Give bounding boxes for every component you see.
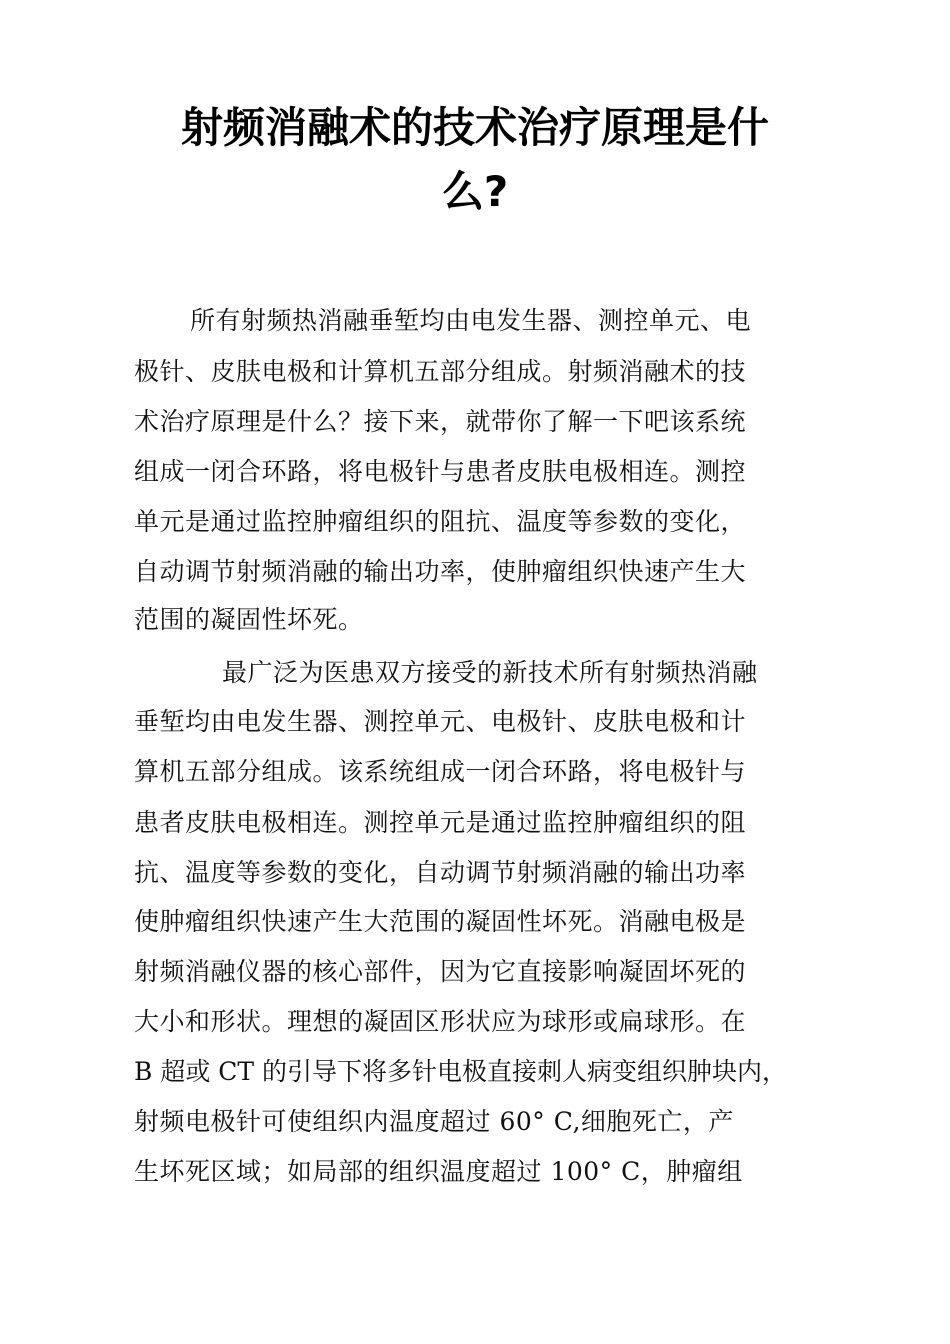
paragraph-1-line-2: 极针、皮肤电极和计算机五部分组成。射频消融术的技 [134,357,747,386]
paragraph-2-line-5: 抗、温度等参数的变化，自动调节射频消融的输出功率 [134,858,747,887]
document-title-line-1: 射频消融术的技术治疗原理是什 [180,103,769,152]
paragraph-2-line-3: 算机五部分组成。该系统组成一闭合环路，将电极针与 [134,757,747,786]
paragraph-1-line-1: 所有射频热消融垂堑均由电发生器、测控单元、电 [190,306,752,335]
paragraph-2-line-7: 射频消融仪器的核心部件，因为它直接影响凝固坏死的 [134,957,747,986]
paragraph-1-line-5: 单元是通过监控肿瘤组织的阻抗、温度等参数的变化， [134,507,747,536]
paragraph-1-line-6: 自动调节射频消融的输出功率，使肿瘤组织快速产生大 [134,557,747,586]
paragraph-2-line-1: 最广泛为医患双方接受的新技术所有射频热消融 [222,658,758,687]
paragraph-2-line-10: 射频电极针可使组织内温度超过 60° C,细胞死亡，产 [134,1107,734,1136]
paragraph-2-line-9: B 超或 CT 的引导下将多针电极直接刺人病变组织肿块内， [134,1057,788,1086]
paragraph-2-line-11: 生坏死区域；如局部的组织温度超过 100° C，肿瘤组 [134,1157,743,1186]
paragraph-2-line-2: 垂堑均由电发生器、测控单元、电极针、皮肤电极和计 [134,707,747,736]
paragraph-2-line-4: 患者皮肤电极相连。测控单元是通过监控肿瘤组织的阻 [134,808,747,837]
document-title-line-2: 么? [441,167,509,216]
paragraph-2-line-8: 大小和形状。理想的凝固区形状应为球形或扁球形。在 [134,1007,747,1036]
paragraph-1-line-7: 范围的凝固性坏死。 [134,605,364,634]
paragraph-1-line-3: 术治疗原理是什么？接下来，就带你了解一下吧该系统 [134,407,747,436]
paragraph-1-line-4: 组成一闭合环路，将电极针与患者皮肤电极相连。测控 [134,457,747,486]
paragraph-2-line-6: 使肿瘤组织快速产生大范围的凝固性坏死。消融电极是 [134,907,747,936]
